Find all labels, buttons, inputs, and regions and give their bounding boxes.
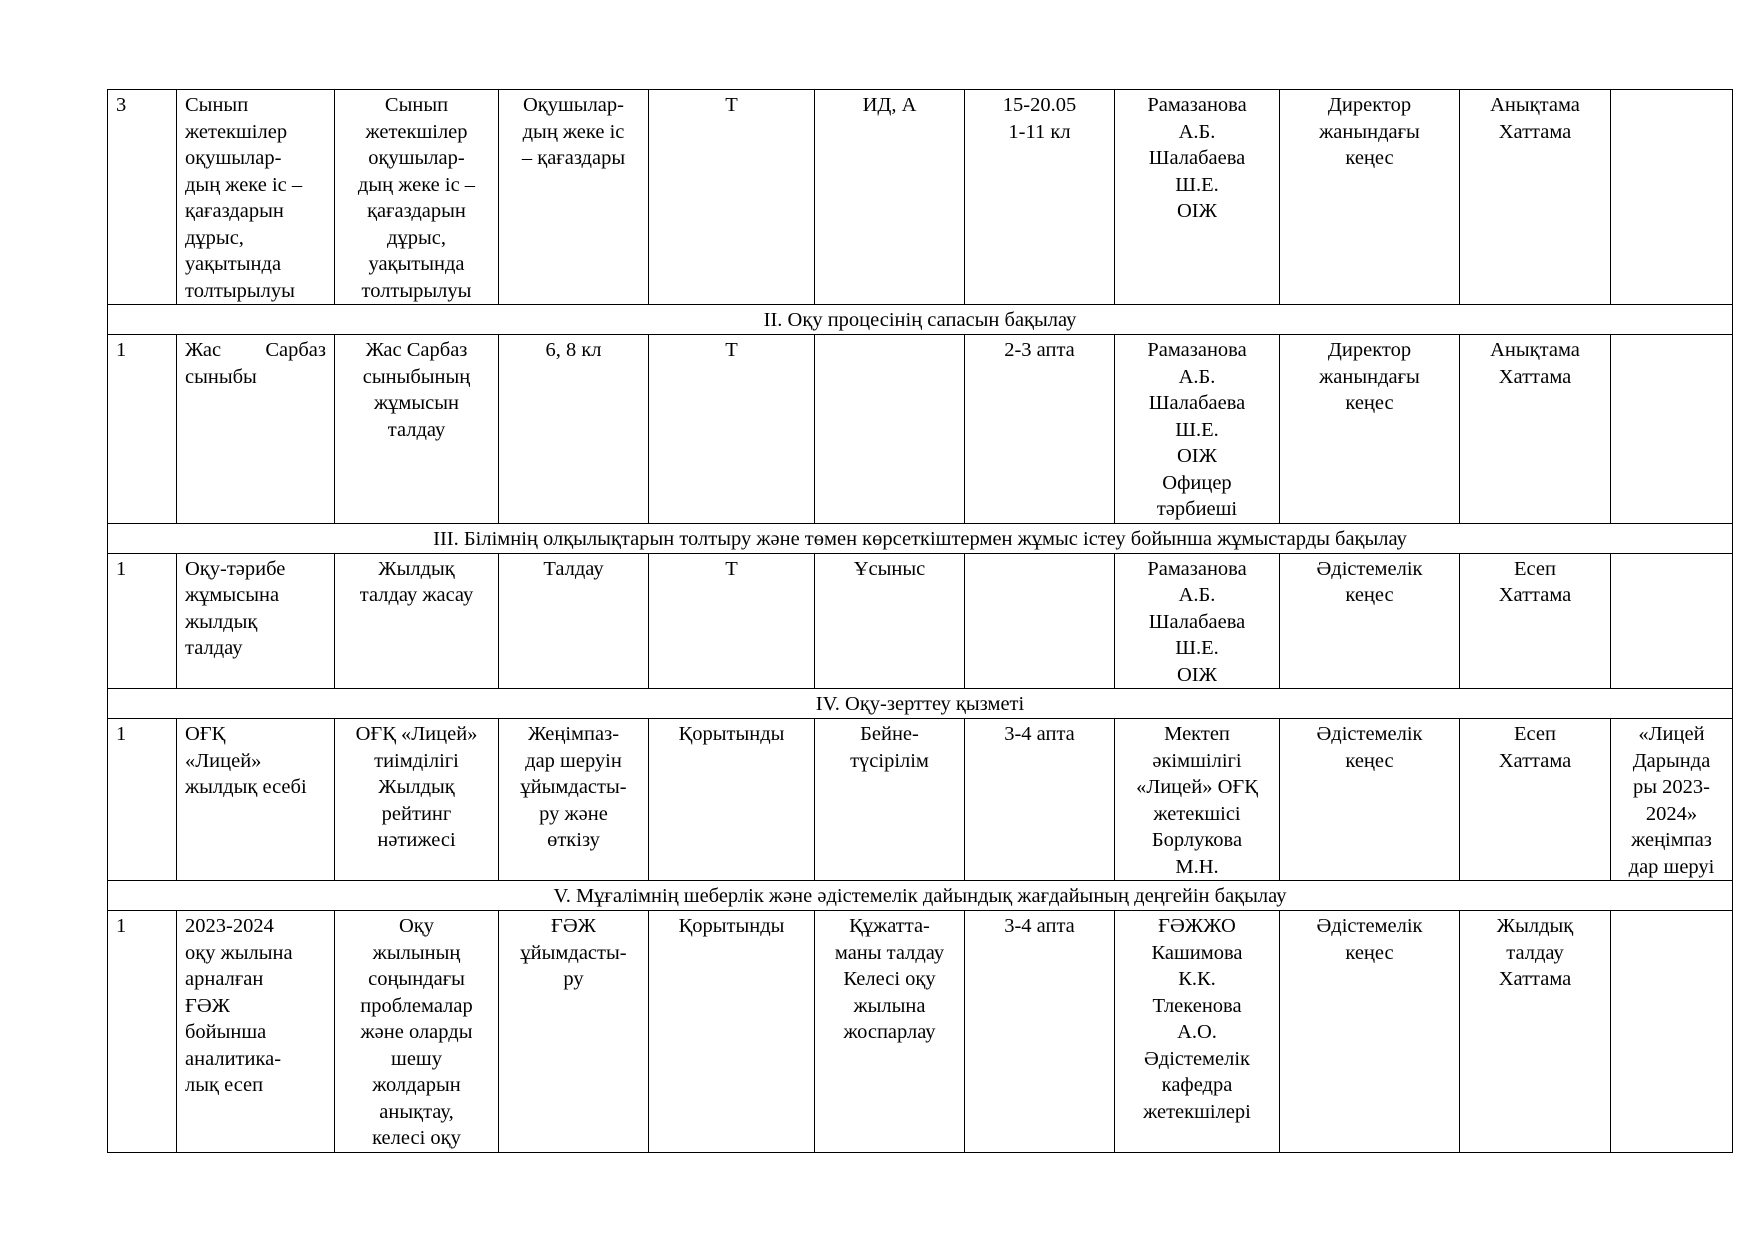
table-row — [108, 90, 1733, 305]
cell-line: жетекшілер — [365, 120, 468, 143]
cell-line: Оқу-тәрибе — [185, 557, 286, 580]
table-row — [108, 911, 1733, 1153]
control-goal — [335, 911, 499, 1153]
cell-line: жанындағы — [1319, 365, 1420, 388]
control-dates — [965, 553, 1115, 689]
cell-line: ОІЖ — [1177, 445, 1217, 467]
cell-line: лық есеп — [185, 1074, 264, 1096]
cell-line: А.Б. — [1178, 365, 1216, 388]
cell-line: ұйымдасты- — [520, 776, 627, 798]
cell-line: толтырылуы — [185, 279, 295, 302]
cell-line: талдау — [185, 637, 243, 659]
review-venue — [1280, 553, 1460, 689]
cell-line: талдау — [387, 418, 446, 441]
cell-line: 1-11 кл — [1008, 120, 1071, 143]
result-form — [1460, 719, 1611, 881]
cell-line: Жас Сарбаз — [365, 339, 468, 361]
responsible — [1115, 719, 1280, 881]
control-topic — [177, 553, 335, 689]
responsible — [1115, 553, 1280, 689]
section-row — [108, 689, 1733, 719]
cell-line: ИД, А — [862, 94, 917, 116]
cell-line: ҒӘЖЖО — [1158, 915, 1236, 937]
control-method — [815, 553, 965, 689]
cell-line: дар шеруін — [525, 749, 622, 772]
control-method — [815, 90, 965, 305]
control-goal — [335, 90, 499, 305]
cell-line: 3-4 апта — [1004, 723, 1075, 745]
cell-line: Жеңімпаз- — [527, 723, 620, 745]
cell-line: Кашимова — [1151, 941, 1243, 964]
extra-note — [1611, 335, 1733, 524]
extra-note — [1611, 553, 1733, 689]
cell-line: дың жеке іс – — [185, 173, 303, 196]
cell-line: Шалабаева — [1148, 610, 1246, 633]
cell-line: ОҒҚ — [185, 723, 226, 745]
cell-line: және оларды — [360, 1021, 473, 1043]
control-topic — [177, 719, 335, 881]
cell-line: Хаттама — [1498, 749, 1572, 772]
cell-line: маны талдау — [834, 941, 945, 964]
cell-line: шешу — [391, 1047, 442, 1070]
cell-line: жетекшілері — [1143, 1100, 1251, 1123]
cell-line: талдау жасау — [359, 584, 474, 606]
cell-line: жылдық — [185, 610, 258, 633]
cell-line: Ұсыныс — [853, 557, 926, 580]
cell-line: дұрыс, — [387, 226, 446, 249]
review-venue — [1280, 911, 1460, 1153]
cell-line: дың жеке іс — [522, 120, 625, 143]
cell-line: Т — [725, 557, 738, 580]
cell-line: түсірілім — [850, 749, 929, 772]
row-number: 1 — [108, 553, 177, 689]
cell-line: дұрыс, — [185, 226, 244, 249]
cell-line: ОІЖ — [1177, 663, 1217, 686]
cell-line: жолдарын — [372, 1074, 461, 1096]
cell-line: жұмысын — [373, 392, 459, 414]
cell-line: оқушылар- — [185, 147, 282, 169]
cell-line: «Лицей» ОҒҚ — [1136, 776, 1258, 798]
section-row — [108, 523, 1733, 553]
cell-line: ру — [563, 968, 584, 990]
control-type — [649, 335, 815, 524]
section-title-5: V. Мұғалімнің шеберлік және әдістемелік дайындық жағдайының деңгейін бақылау — [108, 881, 1733, 911]
cell-line: кафедра — [1161, 1074, 1233, 1096]
control-object — [499, 911, 649, 1153]
cell-line: М.Н. — [1175, 855, 1219, 878]
cell-line: әкімшілігі — [1152, 749, 1242, 772]
control-type — [649, 90, 815, 305]
control-dates — [965, 90, 1115, 305]
cell-line: ОІЖ — [1177, 200, 1217, 222]
section-title-3: III. Білімнің олқылықтарын толтыру және төмен көрсеткіштермен жұмыс істеу бойынша жұмыстарды бақылау — [108, 523, 1733, 553]
control-object — [499, 719, 649, 881]
cell-line: Оқушылар- — [523, 94, 624, 116]
cell-line: Т — [725, 339, 738, 361]
cell-line: Т — [725, 94, 738, 116]
cell-line: – қағаздары — [521, 147, 626, 169]
cell-line: арналған — [185, 968, 264, 990]
result-form — [1460, 335, 1611, 524]
cell-line: Хаттама — [1498, 120, 1572, 143]
cell-line: Әдістемелік — [1316, 915, 1423, 937]
cell-line: оқушылар- — [368, 147, 465, 169]
control-type — [649, 553, 815, 689]
cell-line: оқу жылына — [185, 941, 293, 964]
extra-note — [1611, 911, 1733, 1153]
cell-line: Жылдық — [378, 776, 455, 798]
cell-line: уақытында — [368, 253, 465, 275]
cell-line: рейтинг — [381, 802, 452, 825]
review-venue — [1280, 335, 1460, 524]
review-venue — [1280, 90, 1460, 305]
cell-line: жоспарлау — [843, 1021, 936, 1043]
cell-line: ұйымдасты- — [520, 941, 627, 964]
cell-line: А.Б. — [1178, 120, 1216, 143]
cell-line: талдау — [1506, 941, 1564, 964]
cell-line: Бейне- — [860, 723, 919, 745]
cell-line: жанындағы — [1319, 120, 1420, 143]
cell-line: Сынып — [384, 94, 449, 116]
control-object — [499, 335, 649, 524]
control-dates — [965, 719, 1115, 881]
control-method — [815, 335, 965, 524]
cell-line: Рамазанова — [1147, 94, 1247, 116]
cell-line: Жылдық — [1496, 915, 1574, 937]
cell-line: А.Б. — [1178, 584, 1216, 606]
control-dates — [965, 335, 1115, 524]
control-dates — [965, 911, 1115, 1153]
cell-line: Офицер — [1162, 471, 1232, 494]
table-row — [108, 719, 1733, 881]
control-method — [815, 719, 965, 881]
row-number: 1 — [108, 335, 177, 524]
cell-line: уақытында — [185, 253, 282, 275]
cell-line: Әдістемелік — [1143, 1047, 1251, 1070]
cell-line: жылына — [853, 994, 926, 1017]
table-row — [108, 553, 1733, 689]
cell-line: «Лицей» — [185, 749, 262, 772]
cell-line: Шалабаева — [1148, 147, 1246, 169]
cell-line: жылдық есебі — [185, 776, 307, 798]
control-topic — [177, 90, 335, 305]
cell-line: ҒӘЖ — [185, 994, 231, 1017]
cell-line: 3-4 апта — [1004, 915, 1075, 937]
cell-line: Қорытынды — [678, 915, 785, 937]
row-number: 3 — [108, 90, 177, 305]
cell-line: Қорытынды — [678, 723, 785, 745]
cell-line: анықтау, — [379, 1100, 454, 1123]
cell-line: Оқу — [398, 915, 434, 937]
cell-line: қағаздарын — [367, 200, 466, 222]
result-form — [1460, 553, 1611, 689]
result-form — [1460, 911, 1611, 1153]
cell-line: Құжатта- — [849, 915, 930, 937]
cell-line: Мектеп — [1164, 723, 1230, 745]
control-type — [649, 719, 815, 881]
cell-line: Әдістемелік — [1316, 557, 1423, 580]
control-plan-table — [107, 89, 1733, 1153]
responsible — [1115, 335, 1280, 524]
cell-line: «Лицей — [1638, 723, 1705, 745]
cell-line: өткізу — [547, 829, 600, 851]
cell-line: 15-20.05 — [1002, 94, 1077, 116]
control-object — [499, 90, 649, 305]
cell-line: тиімділігі — [374, 749, 459, 772]
control-topic — [177, 911, 335, 1153]
control-goal — [335, 553, 499, 689]
cell-line: Анықтама — [1490, 339, 1580, 361]
row-number: 1 — [108, 911, 177, 1153]
cell-line: Директор — [1327, 94, 1412, 116]
control-goal — [335, 719, 499, 881]
cell-line: бойынша — [185, 1021, 267, 1043]
cell-line: кеңес — [1345, 584, 1394, 606]
cell-line: Талдау — [543, 557, 604, 580]
topic-justified-line: Жас Сарбаз — [185, 339, 326, 361]
responsible — [1115, 90, 1280, 305]
cell-line: Келесі оқу — [843, 968, 936, 990]
cell-line: 6, 8 кл — [545, 339, 602, 361]
cell-line: Директор — [1327, 339, 1412, 361]
cell-line: аналитика- — [185, 1047, 282, 1070]
cell-line: Хаттама — [1498, 584, 1572, 606]
cell-line: жылының — [372, 941, 461, 964]
cell-line: жеңімпаз — [1631, 829, 1712, 851]
cell-line: кеңес — [1345, 147, 1394, 169]
cell-line: Тлекенова — [1152, 994, 1242, 1017]
cell-line: жетекшісі — [1153, 802, 1241, 825]
cell-line: сыныбының — [362, 365, 471, 388]
cell-line: проблемалар — [360, 994, 473, 1017]
control-type — [649, 911, 815, 1153]
cell-line: Ш.Е. — [1175, 637, 1219, 659]
control-method — [815, 911, 965, 1153]
control-goal — [335, 335, 499, 524]
result-form — [1460, 90, 1611, 305]
cell-line: Жылдық — [378, 557, 455, 580]
section-title-2: II. Оқу процесінің сапасын бақылау — [108, 305, 1733, 335]
cell-line: соңындағы — [368, 968, 465, 990]
cell-line: Борлукова — [1151, 829, 1243, 851]
cell-line: Рамазанова — [1147, 339, 1247, 361]
cell-line: дың жеке іс – — [357, 173, 476, 196]
cell-line: нәтижесі — [377, 829, 456, 851]
cell-line: 2-3 апта — [1004, 339, 1075, 361]
control-topic — [177, 335, 335, 524]
cell-line: тәрбиеші — [1156, 498, 1238, 520]
cell-line: Шалабаева — [1148, 392, 1246, 414]
cell-line: ОҒҚ «Лицей» — [355, 723, 478, 745]
cell-line: Әдістемелік — [1316, 723, 1423, 745]
review-venue — [1280, 719, 1460, 881]
cell-line: 2024» — [1645, 802, 1698, 825]
cell-line: Хаттама — [1498, 365, 1572, 388]
cell-line: Сынып — [185, 94, 249, 116]
cell-line: кеңес — [1345, 392, 1394, 414]
cell-line: Дарында — [1632, 749, 1711, 772]
cell-line: К.К. — [1178, 968, 1216, 990]
cell-line: қағаздарын — [185, 200, 284, 222]
section-row — [108, 305, 1733, 335]
row-number: 1 — [108, 719, 177, 881]
cell-line: Ш.Е. — [1175, 418, 1219, 441]
cell-line: Хаттама — [1498, 968, 1572, 990]
cell-line: дар шеруі — [1628, 855, 1715, 878]
cell-line: Есеп — [1514, 723, 1556, 745]
cell-line: Рамазанова — [1147, 557, 1247, 580]
cell-line: А.О. — [1177, 1021, 1217, 1043]
section-row — [108, 881, 1733, 911]
cell-line: жұмысына — [185, 584, 280, 606]
cell-line: кеңес — [1345, 941, 1394, 964]
control-object — [499, 553, 649, 689]
responsible — [1115, 911, 1280, 1153]
extra-note — [1611, 90, 1733, 305]
cell-line: Есеп — [1514, 557, 1556, 580]
cell-line: ры 2023- — [1633, 776, 1710, 798]
cell-line: ру және — [539, 802, 608, 825]
cell-line: жетекшілер — [185, 120, 288, 143]
cell-line: ҒӘЖ — [550, 915, 597, 937]
cell-line: Анықтама — [1490, 94, 1580, 116]
cell-line: келесі оқу — [372, 1127, 461, 1149]
table-row — [108, 335, 1733, 524]
section-title-4: IV. Оқу-зерттеу қызметі — [108, 689, 1733, 719]
cell-line: 2023-2024 — [185, 915, 274, 937]
cell-line: сыныбы — [185, 365, 257, 388]
cell-line: Ш.Е. — [1175, 173, 1219, 196]
cell-line: кеңес — [1345, 749, 1394, 772]
extra-note — [1611, 719, 1733, 881]
cell-line: толтырылуы — [361, 279, 472, 302]
